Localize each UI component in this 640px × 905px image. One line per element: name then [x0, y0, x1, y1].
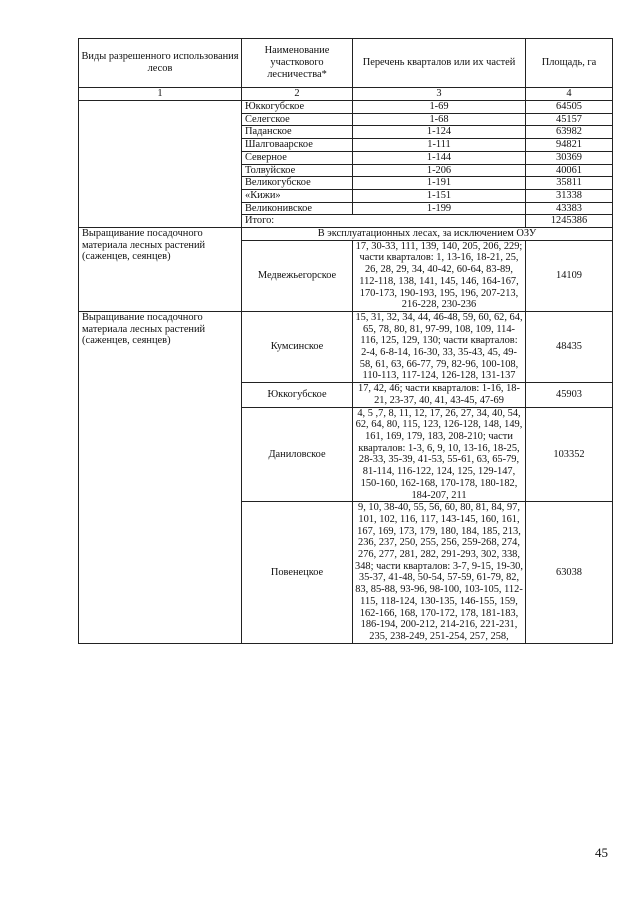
section-note-row: [79, 228, 613, 241]
quarters-cell: 17, 30-33, 111, 139, 140, 205, 206, 229; части кварталов: 1, 13-16, 18-21, 25, 26, 28, 29, 34, 40-42, 60-64, 83-89, 112-118, 138, 141, 145, 146, 164-167, 170-173, 190-193, 195, 196, 207-213, 216-228, 230-236: [353, 240, 526, 311]
header-area: Площадь, га: [526, 39, 613, 88]
forestry-name-cell: Юккогубское: [242, 383, 353, 407]
header-quarters: Перечень кварталов или их частей: [353, 39, 526, 88]
column-index-row: [79, 88, 613, 101]
area-cell: 94821: [526, 139, 613, 152]
forestry-name-cell: Шалговаарское: [242, 139, 353, 152]
quarters-cell: 1-111: [353, 139, 526, 152]
forest-use-table: [78, 38, 613, 644]
forestry-name-cell: Паданское: [242, 126, 353, 139]
area-cell: 45903: [526, 383, 613, 407]
page-number: 45: [595, 845, 608, 860]
forestry-name-cell: Кумсинское: [242, 311, 353, 382]
use-type-cell: Выращивание посадочного материала лесных растений (саженцев, сеянцев): [79, 311, 242, 643]
forestry-name-cell: Даниловское: [242, 407, 353, 502]
forestry-name-cell: Повенецкое: [242, 502, 353, 643]
area-cell: 35811: [526, 177, 613, 190]
area-cell: 63982: [526, 126, 613, 139]
forestry-name-cell: Северное: [242, 151, 353, 164]
area-cell: 48435: [526, 311, 613, 382]
table-row: [79, 311, 613, 382]
area-cell: 31338: [526, 189, 613, 202]
area-cell: 103352: [526, 407, 613, 502]
section-note: В эксплуатационных лесах, за исключением ОЗУ: [242, 228, 613, 241]
index-cell: 1: [79, 88, 242, 101]
quarters-cell: 1-199: [353, 202, 526, 215]
table-header-row: [79, 39, 613, 88]
quarters-cell: 1-68: [353, 113, 526, 126]
area-cell: 43383: [526, 202, 613, 215]
quarters-cell: 9, 10, 38-40, 55, 56, 60, 80, 81, 84, 97, 101, 102, 116, 117, 143-145, 160, 161, 167, 169, 173, 179, 180, 184, 185, 213, 236, 237, 250, 255, 256, 259-268, 274, 276, 277, 281, 282, 291-293, 302, 338, 348; части кварталов: 3-7, 9-15, 19-30, 35-37, 41-48, 50-54, 57-59, 61-79, 82, 83, 85-88, 93-96, 98-100, 103-105, 112-115, 118-124, 130-135, 146-155, 159, 162-166, 168, 170-172, 178, 181-183, 186-194, 200-212, 214-216, 221-231, 235, 238-249, 251-254, 257, 258,: [353, 502, 526, 643]
area-cell: 14109: [526, 240, 613, 311]
quarters-cell: 4, 5 ,7, 8, 11, 12, 17, 26, 27, 34, 40, 54, 62, 64, 80, 115, 123, 126-128, 148, 149, 161, 169, 179, 183, 208-210; части кварталов: 1-3, 6, 9, 10, 13-16, 18-25, 28-33, 35-39, 41-53, 55-61, 63, 65-79, 81-114, 116-122, 124, 125, 129-147, 150-160, 162-168, 170-178, 180-182, 184-207, 211: [353, 407, 526, 502]
header-forestry-name: Наименование участкового лесничества*: [242, 39, 353, 88]
quarters-cell: 1-144: [353, 151, 526, 164]
quarters-cell: 1-124: [353, 126, 526, 139]
forestry-name-cell: Великонивское: [242, 202, 353, 215]
use-type-cell-empty: [79, 101, 242, 228]
area-cell: 45157: [526, 113, 613, 126]
total-area: 1245386: [526, 215, 613, 228]
forestry-name-cell: Медвежьегорское: [242, 240, 353, 311]
table-row: [79, 101, 613, 114]
quarters-cell: 17, 42, 46; части кварталов: 1-16, 18-21, 23-37, 40, 41, 43-45, 47-69: [353, 383, 526, 407]
forestry-name-cell: Селегское: [242, 113, 353, 126]
quarters-cell: 1-151: [353, 189, 526, 202]
index-cell: 3: [353, 88, 526, 101]
forestry-name-cell: «Кижи»: [242, 189, 353, 202]
forestry-name-cell: Великогубское: [242, 177, 353, 190]
area-cell: 30369: [526, 151, 613, 164]
area-cell: 64505: [526, 101, 613, 114]
index-cell: 2: [242, 88, 353, 101]
quarters-cell: 1-191: [353, 177, 526, 190]
area-cell: 63038: [526, 502, 613, 643]
quarters-cell: 1-69: [353, 101, 526, 114]
header-use-type: Виды разрешенного использования лесов: [79, 39, 242, 88]
quarters-cell: 15, 31, 32, 34, 44, 46-48, 59, 60, 62, 64, 65, 78, 80, 81, 97-99, 108, 109, 114-116, 125, 129, 130; части кварталов: 2-4, 6-8-14, 16-30, 33, 35-43, 45, 49-58, 61, 63, 66-77, 79, 82-96, 100-108, 110-113, 117-124, 126-128, 131-137: [353, 311, 526, 382]
total-label: Итого:: [242, 215, 526, 228]
use-type-cell: Выращивание посадочного материала лесных растений (саженцев, сеянцев): [79, 228, 242, 312]
index-cell: 4: [526, 88, 613, 101]
forestry-name-cell: Юккогубское: [242, 101, 353, 114]
forestry-name-cell: Толвуйское: [242, 164, 353, 177]
area-cell: 40061: [526, 164, 613, 177]
quarters-cell: 1-206: [353, 164, 526, 177]
